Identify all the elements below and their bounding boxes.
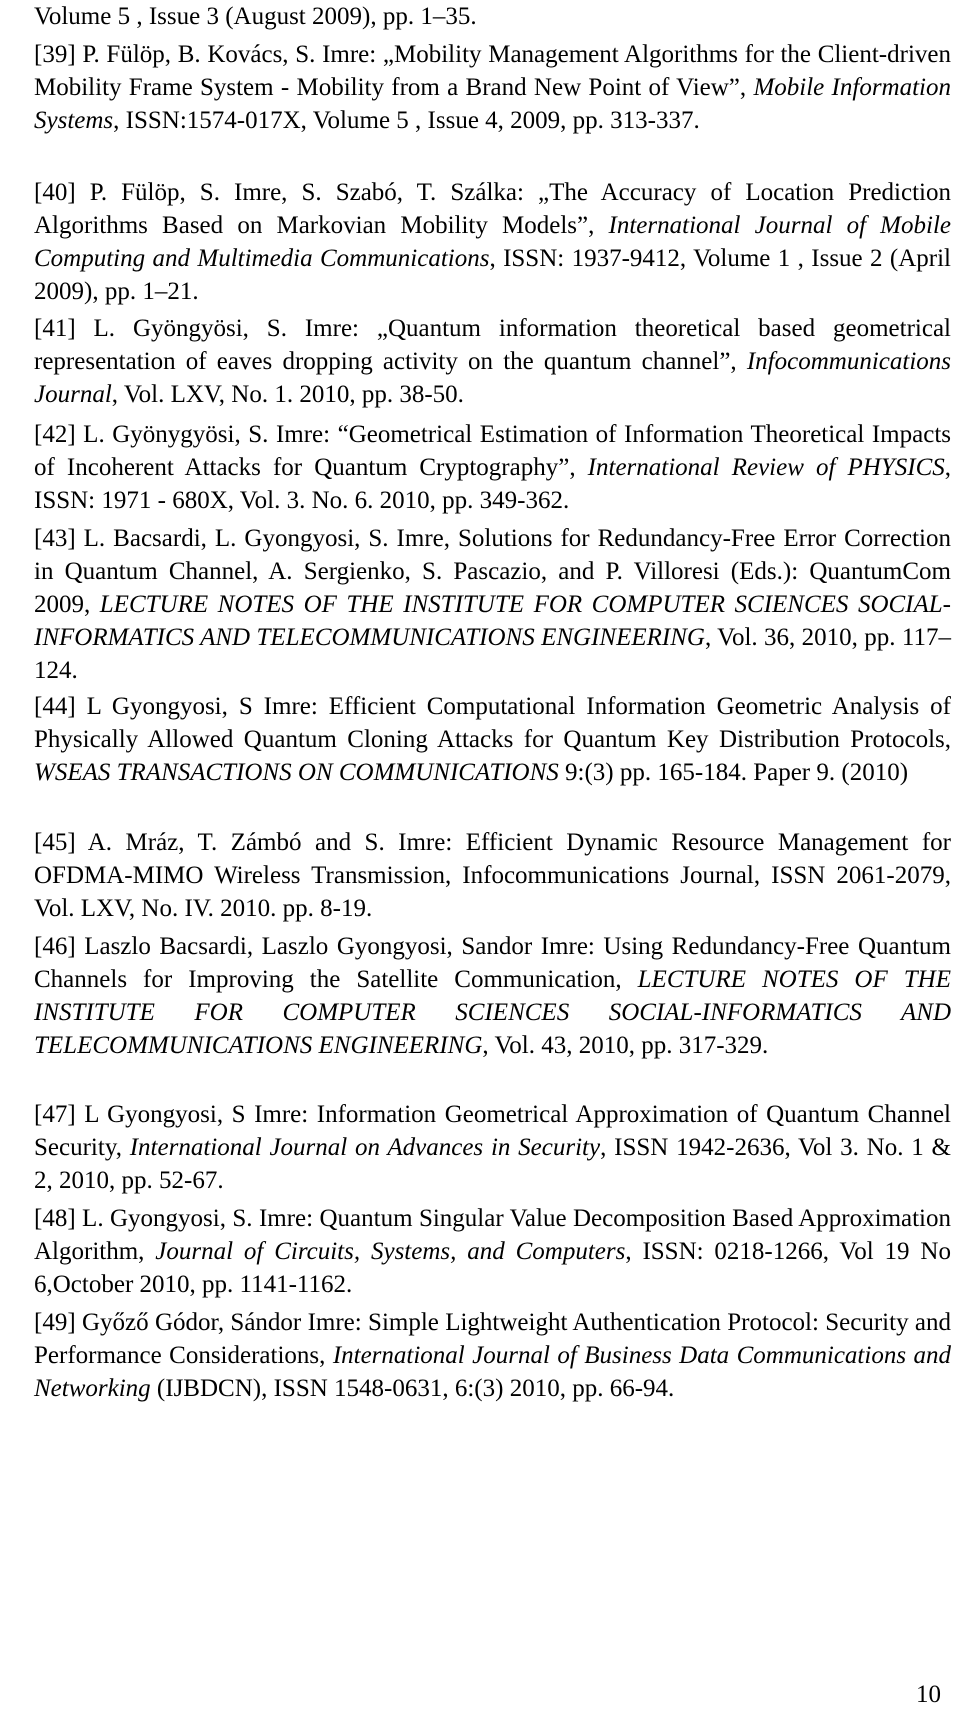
reference-text: , ISSN: 1971 - 680X, Vol. 3. No. 6. 2010, pp. 349-362.: [34, 454, 951, 514]
reference-text: [41] L. Gyöngyösi, S. Imre: „Quantum information theoretical based geometrical representation of eaves dropping activity on the quantum channel”,: [34, 315, 951, 375]
reference-text: [40] P. Fülöp, S. Imre, S. Szabó, T. Szálka: „The Accuracy of Location Prediction Algorithms Based on Markovian Mobility Models”,: [34, 179, 951, 239]
reference-text: [39] P. Fülöp, B. Kovács, S. Imre: „Mobility Management Algorithms for the Client-driven Mobility Frame System - Mobility from a Brand New Point of View”,: [34, 41, 951, 101]
reference-venue-title: International Journal of Mobile Computing and Multimedia Communications: [34, 212, 951, 272]
reference-42: [34, 418, 951, 517]
reference-venue-title: International Journal of Business Data Communications and Networking: [34, 1342, 951, 1402]
reference-39: [34, 38, 951, 137]
reference-venue-title: WSEAS TRANSACTIONS ON COMMUNICATIONS: [34, 759, 559, 786]
reference-40: [34, 176, 951, 308]
reference-continuation: [34, 0, 951, 33]
reference-46: [34, 930, 951, 1062]
reference-text: 9:(3) pp. 165-184. Paper 9. (2010): [558, 759, 909, 786]
reference-text: , ISSN:1574-017X, Volume 5 , Issue 4, 2009, pp. 313-337.: [113, 107, 700, 134]
reference-text: , Vol. 36, 2010, pp. 117–124.: [34, 624, 951, 684]
reference-text: , Vol. LXV, No. 1. 2010, pp. 38-50.: [111, 381, 464, 408]
reference-text: (IJBDCN), ISSN 1548-0631, 6:(3) 2010, pp. 66-94.: [150, 1375, 675, 1402]
reference-text: [46] Laszlo Bacsardi, Laszlo Gyongyosi, Sandor Imre: Using Redundancy-Free Quantum Channels for Improving the Satellite Communication,: [34, 933, 951, 993]
reference-43: [34, 522, 951, 687]
reference-venue-title: LECTURE NOTES OF THE INSTITUTE FOR COMPUTER SCIENCES SOCIAL-INFORMATICS AND TELECOMMUNICATIONS ENGINEERING: [34, 591, 951, 651]
reference-venue-title: International Review of PHYSICS: [587, 454, 945, 481]
reference-text: Volume 5 , Issue 3 (August 2009), pp. 1–35.: [34, 3, 477, 30]
reference-45: [34, 826, 951, 925]
reference-44: [34, 690, 951, 789]
reference-text: [47] L Gyongyosi, S Imre: Information Geometrical Approximation of Quantum Channel Security,: [34, 1101, 951, 1161]
reference-text: , ISSN: 0218-1266, Vol 19 No 6,October 2010, pp. 1141-1162.: [34, 1238, 951, 1298]
reference-49: [34, 1306, 951, 1405]
reference-text: [49] Győző Gódor, Sándor Imre: Simple Lightweight Authentication Protocol: Security and Performance Considerations,: [34, 1309, 951, 1369]
reference-venue-title: Mobile Information Systems: [34, 74, 951, 134]
reference-text: [43] L. Bacsardi, L. Gyongyosi, S. Imre, Solutions for Redundancy-Free Error Correction in Quantum Channel, A. Sergienko, S. Pascazio, and P. Villoresi (Eds.): QuantumCom 2009,: [34, 525, 951, 618]
reference-venue-title: Infocommunications Journal: [34, 348, 951, 408]
reference-41: [34, 312, 951, 411]
reference-47: [34, 1098, 951, 1197]
reference-venue-title: LECTURE NOTES OF THE INSTITUTE FOR COMPUTER SCIENCES SOCIAL-INFORMATICS AND TELECOMMUNICATIONS ENGINEERING: [34, 966, 951, 1059]
reference-venue-title: International Journal on Advances in Security: [129, 1134, 601, 1161]
page-number: 10: [916, 1681, 941, 1708]
reference-text: , ISSN 1942-2636, Vol 3. No. 1 & 2, 2010, pp. 52-67.: [34, 1134, 951, 1194]
reference-text: [48] L. Gyongyosi, S. Imre: Quantum Singular Value Decomposition Based Approximation Algorithm,: [34, 1205, 951, 1265]
reference-text: [45] A. Mráz, T. Zámbó and S. Imre: Efficient Dynamic Resource Management for OFDMA-MIMO Wireless Transmission, Infocommunications Journal, ISSN 2061-2079, Vol. LXV, No. IV. 2010. pp. 8-19.: [34, 829, 951, 922]
reference-48: [34, 1202, 951, 1301]
reference-text: , ISSN: 1937-9412, Volume 1 , Issue 2 (April 2009), pp. 1–21.: [34, 245, 951, 305]
reference-text: [44] L Gyongyosi, S Imre: Efficient Computational Information Geometric Analysis of Physically Allowed Quantum Cloning Attacks for Quantum Key Distribution Protocols,: [34, 693, 951, 753]
reference-text: [42] L. Gyönygyösi, S. Imre: “Geometrical Estimation of Information Theoretical Impacts of Incoherent Attacks for Quantum Cryptography”,: [34, 421, 951, 481]
reference-venue-title: Journal of Circuits, Systems, and Computers: [155, 1238, 626, 1265]
reference-text: , Vol. 43, 2010, pp. 317-329.: [482, 1032, 769, 1059]
